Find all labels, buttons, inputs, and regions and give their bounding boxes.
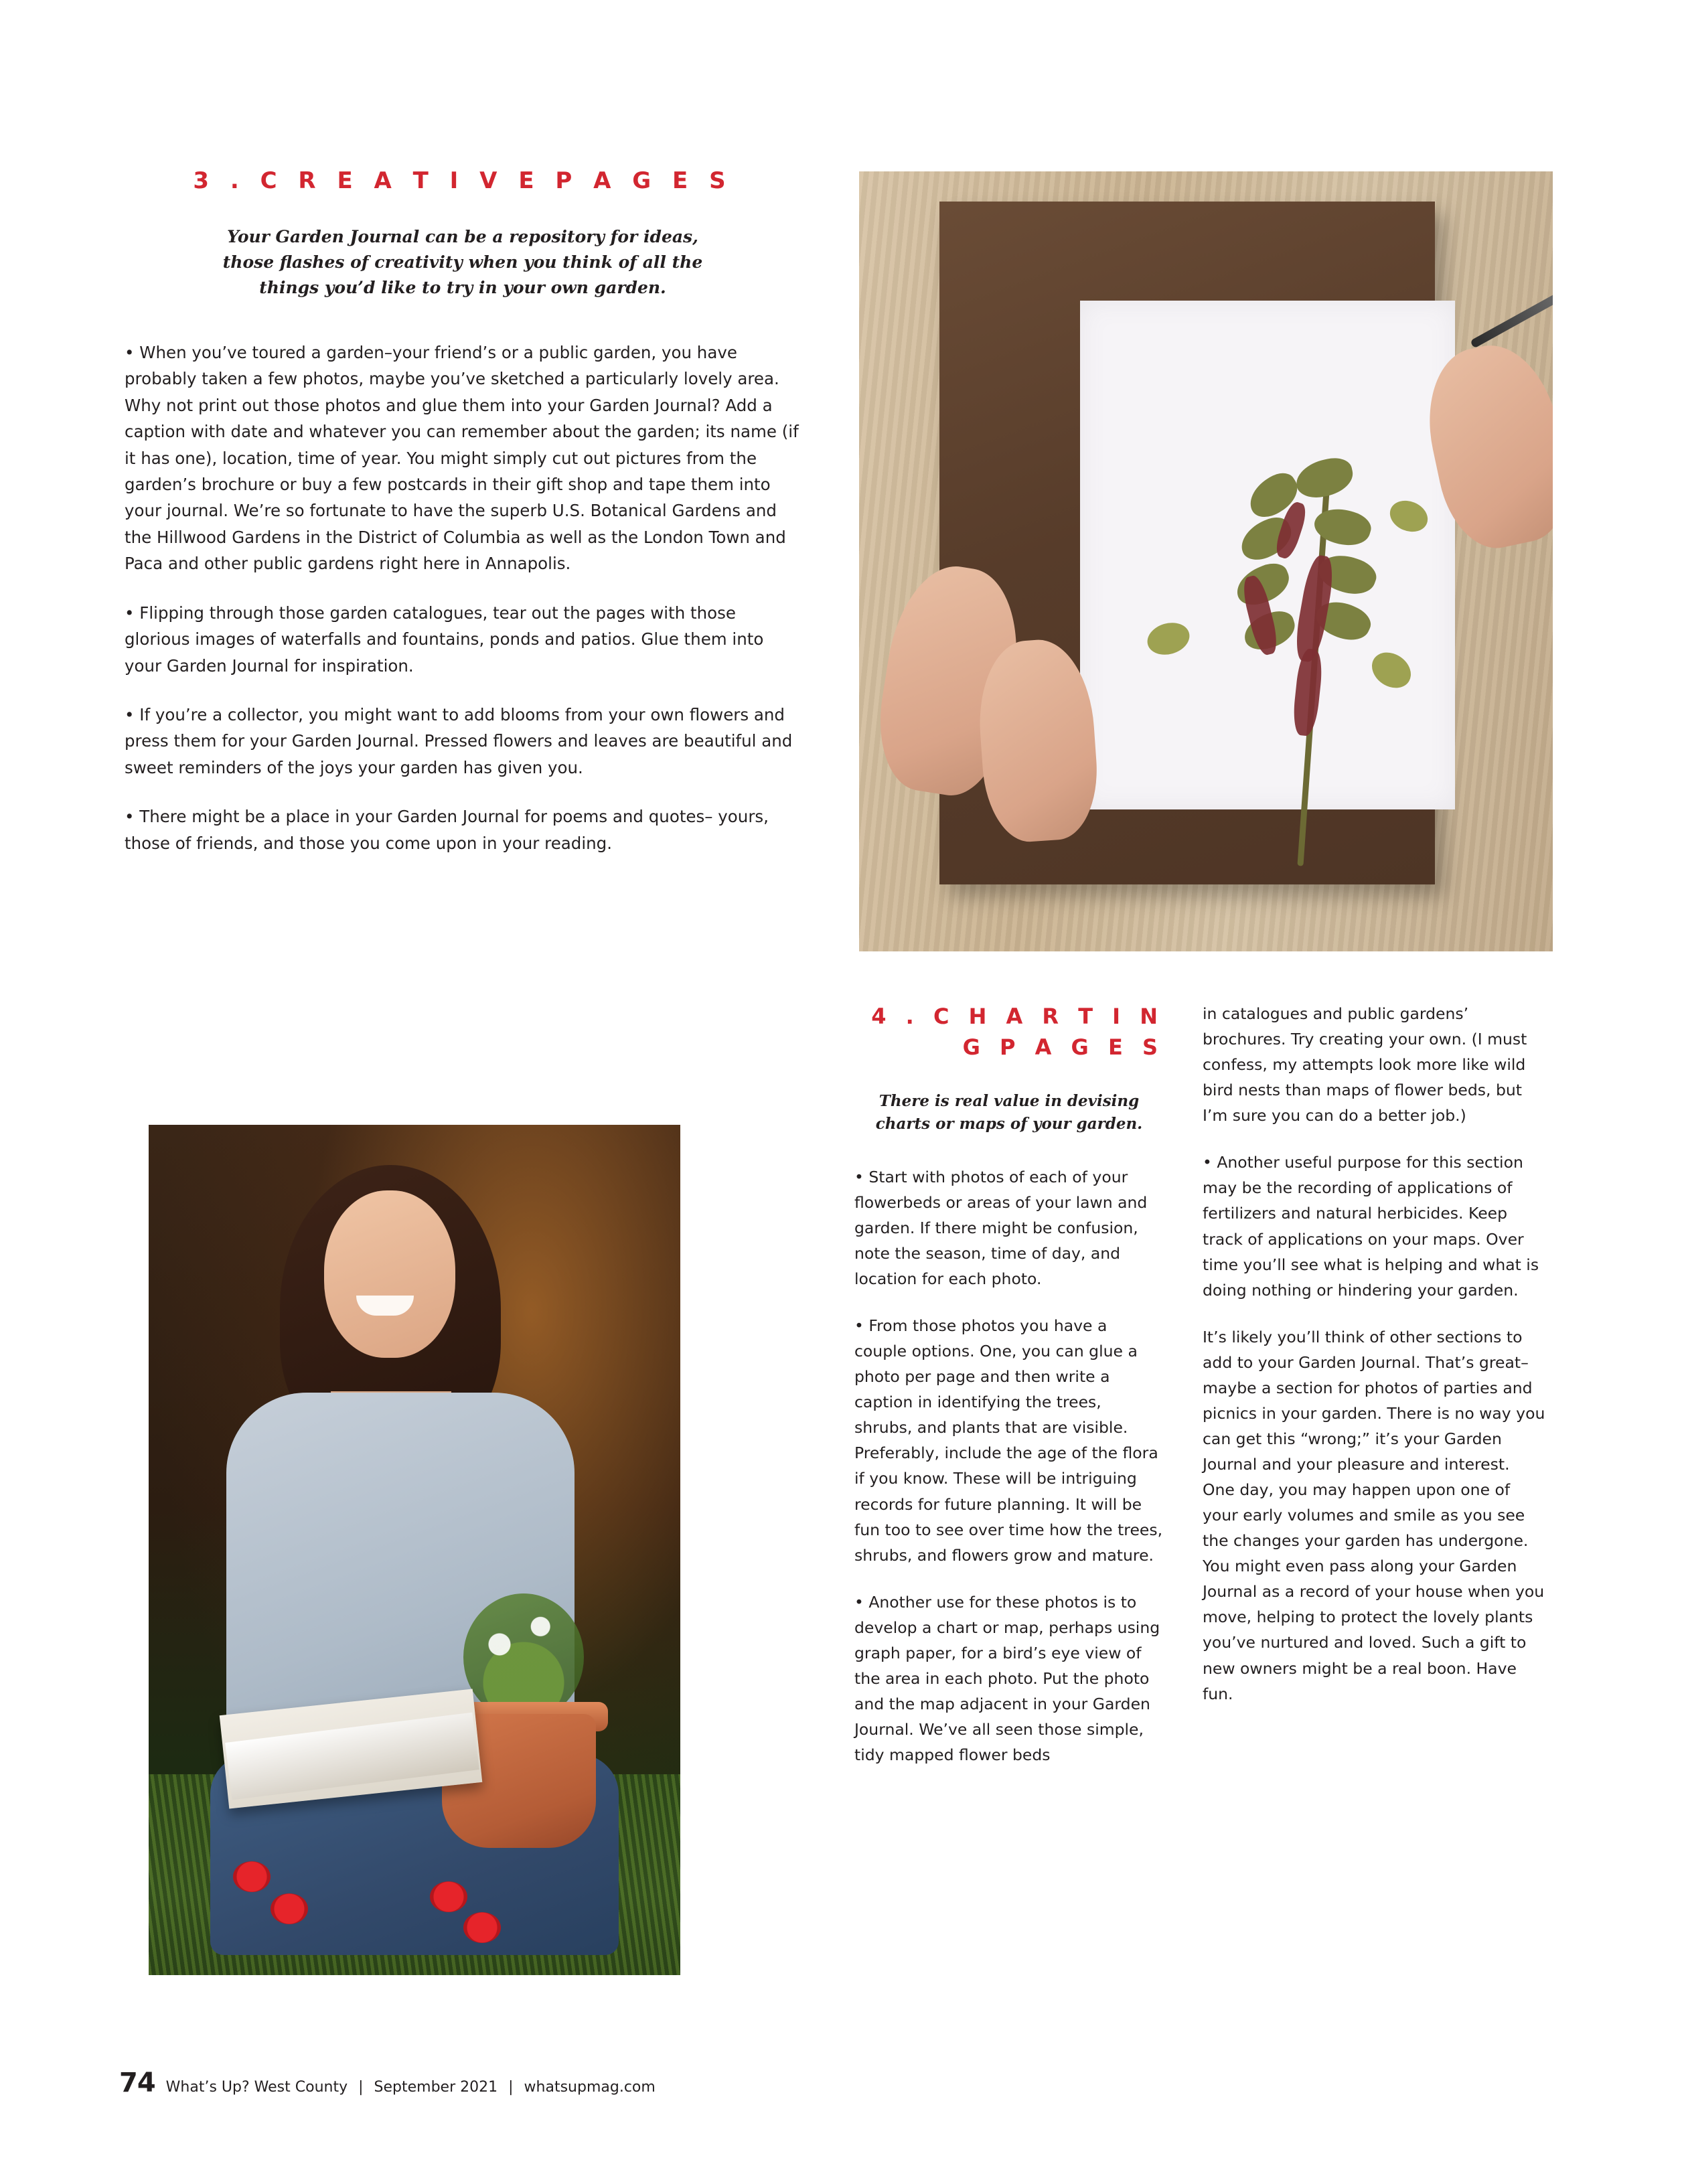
red-flower <box>233 1861 271 1892</box>
paragraph: • Another use for these photos is to develop a chart or map, perhaps using graph paper, for a bird’s eye view of the area in each photo. Put the photo and the map adjacent in your Garden Journal. We’ve all seen those simple, tidy mapped flower beds <box>854 1592 1160 1765</box>
pressed-petal <box>1144 618 1193 659</box>
pressed-flower-spike <box>1291 647 1324 736</box>
paragraph: • From those photos you have a couple options. One, you can glue a photo per page and then write a caption in identifying the trees, shrubs, and plants that are visible. Preferably, include the age of the flora if you know. These will be intriguing records for future planning. It will be fun too to see over time how the trees, shrubs, and flowers grow and mature. <box>854 1316 1163 1565</box>
section-heading-charting-pages: 4 . C H A R T I N G P A G E S <box>871 1004 1164 1061</box>
paragraph: • Another useful purpose for this section may be the recording of applications of fertilizers and natural herbicides. Keep track of applications on your maps. Over time you’ll see what is helping and what is doing nothing or hindering your garden. <box>1203 1153 1539 1300</box>
red-flower <box>271 1893 308 1924</box>
section-heading-creative-pages: 3 . C R E A T I V E P A G E S <box>193 167 733 194</box>
footer-website: whatsupmag.com <box>524 2079 656 2096</box>
pressed-leaf <box>1292 455 1356 502</box>
footer-separator: | <box>508 2079 514 2096</box>
section-deck-creative-pages: Your Garden Journal can be a repository for ideas, those flashes of creativity when you think of all the things you’d like to try in your own garden. <box>222 226 703 297</box>
red-flower <box>463 1912 501 1943</box>
page-footer <box>119 2068 656 2098</box>
folio-page-number: 74 <box>119 2068 155 2098</box>
article-column-right <box>1203 1001 1545 1707</box>
woman-with-journal-photo <box>149 1125 680 1975</box>
paragraph: in catalogues and public gardens’ brochures. Try creating your own. (I must confess, my attempts look more like wild bird nests than maps of flower beds, but I’m sure you can do a better job.) <box>1203 1004 1527 1125</box>
red-flower <box>430 1881 467 1912</box>
footer-separator: | <box>358 2079 364 2096</box>
paragraph: • Start with photos of each of your flowerbeds or areas of your lawn and garden. If there might be confusion, note the season, time of day, and location for each photo. <box>854 1167 1148 1289</box>
footer-issue-date: September 2021 <box>374 2079 498 2096</box>
pressed-petal <box>1385 495 1432 538</box>
footer-publication: What’s Up? West County <box>165 2079 348 2096</box>
pressed-petal <box>1365 645 1418 695</box>
paragraph: • There might be a place in your Garden Journal for poems and quotes– yours, those of friends, and those you come upon in your reading. <box>125 807 769 853</box>
section-deck-charting-pages: There is real value in devising charts or maps of your garden. <box>875 1091 1143 1134</box>
artwork-paper <box>1080 301 1455 809</box>
article-column-middle <box>854 1001 1164 1768</box>
paragraph: • Flipping through those garden catalogues, tear out the pages with those glorious images of waterfalls and fountains, ponds and patios. Glue them into your Garden Journal for inspiration. <box>125 603 764 676</box>
paragraph: It’s likely you’ll think of other sections to add to your Garden Journal. That’s great–maybe a section for photos of parties and picnics in your garden. There is no way you can get this “wrong;” it’s your Garden Journal and your pleasure and interest. One day, you may happen upon one of your early volumes and smile as you see the changes your garden has undergone. You might even pass along your Garden Journal as a record of your house when you move, helping to protect the lovely plants you’ve nurtured and loved. Such a gift to new owners might be a real boon. Have fun. <box>1203 1327 1545 1703</box>
paragraph: • When you’ve toured a garden–your friend’s or a public garden, you have probably taken a few photos, maybe you’ve sketched a particularly lovely area. Why not print out those photos and glue them into your Garden Journal? Add a caption with date and whatever you can remember about the garden; its name (if it has one), location, time of year. You might simply cut out pictures from the garden’s brochure or buy a few postcards in their gift shop and tape them into your journal. We’re so fortunate to have the superb U.S. Botanical Gardens and the Hillwood Gardens in the District of Columbia as well as the London Town and Paca and other public gardens right here in Annapolis. <box>125 342 799 574</box>
pressed-flower-photo <box>859 171 1553 951</box>
face <box>324 1190 455 1358</box>
article-column-left <box>125 167 801 856</box>
paragraph: • If you’re a collector, you might want to add blooms from your own flowers and press them for your Garden Journal. Pressed flowers and leaves are beautiful and sweet reminders of the joys your garden has given you. <box>125 705 793 777</box>
